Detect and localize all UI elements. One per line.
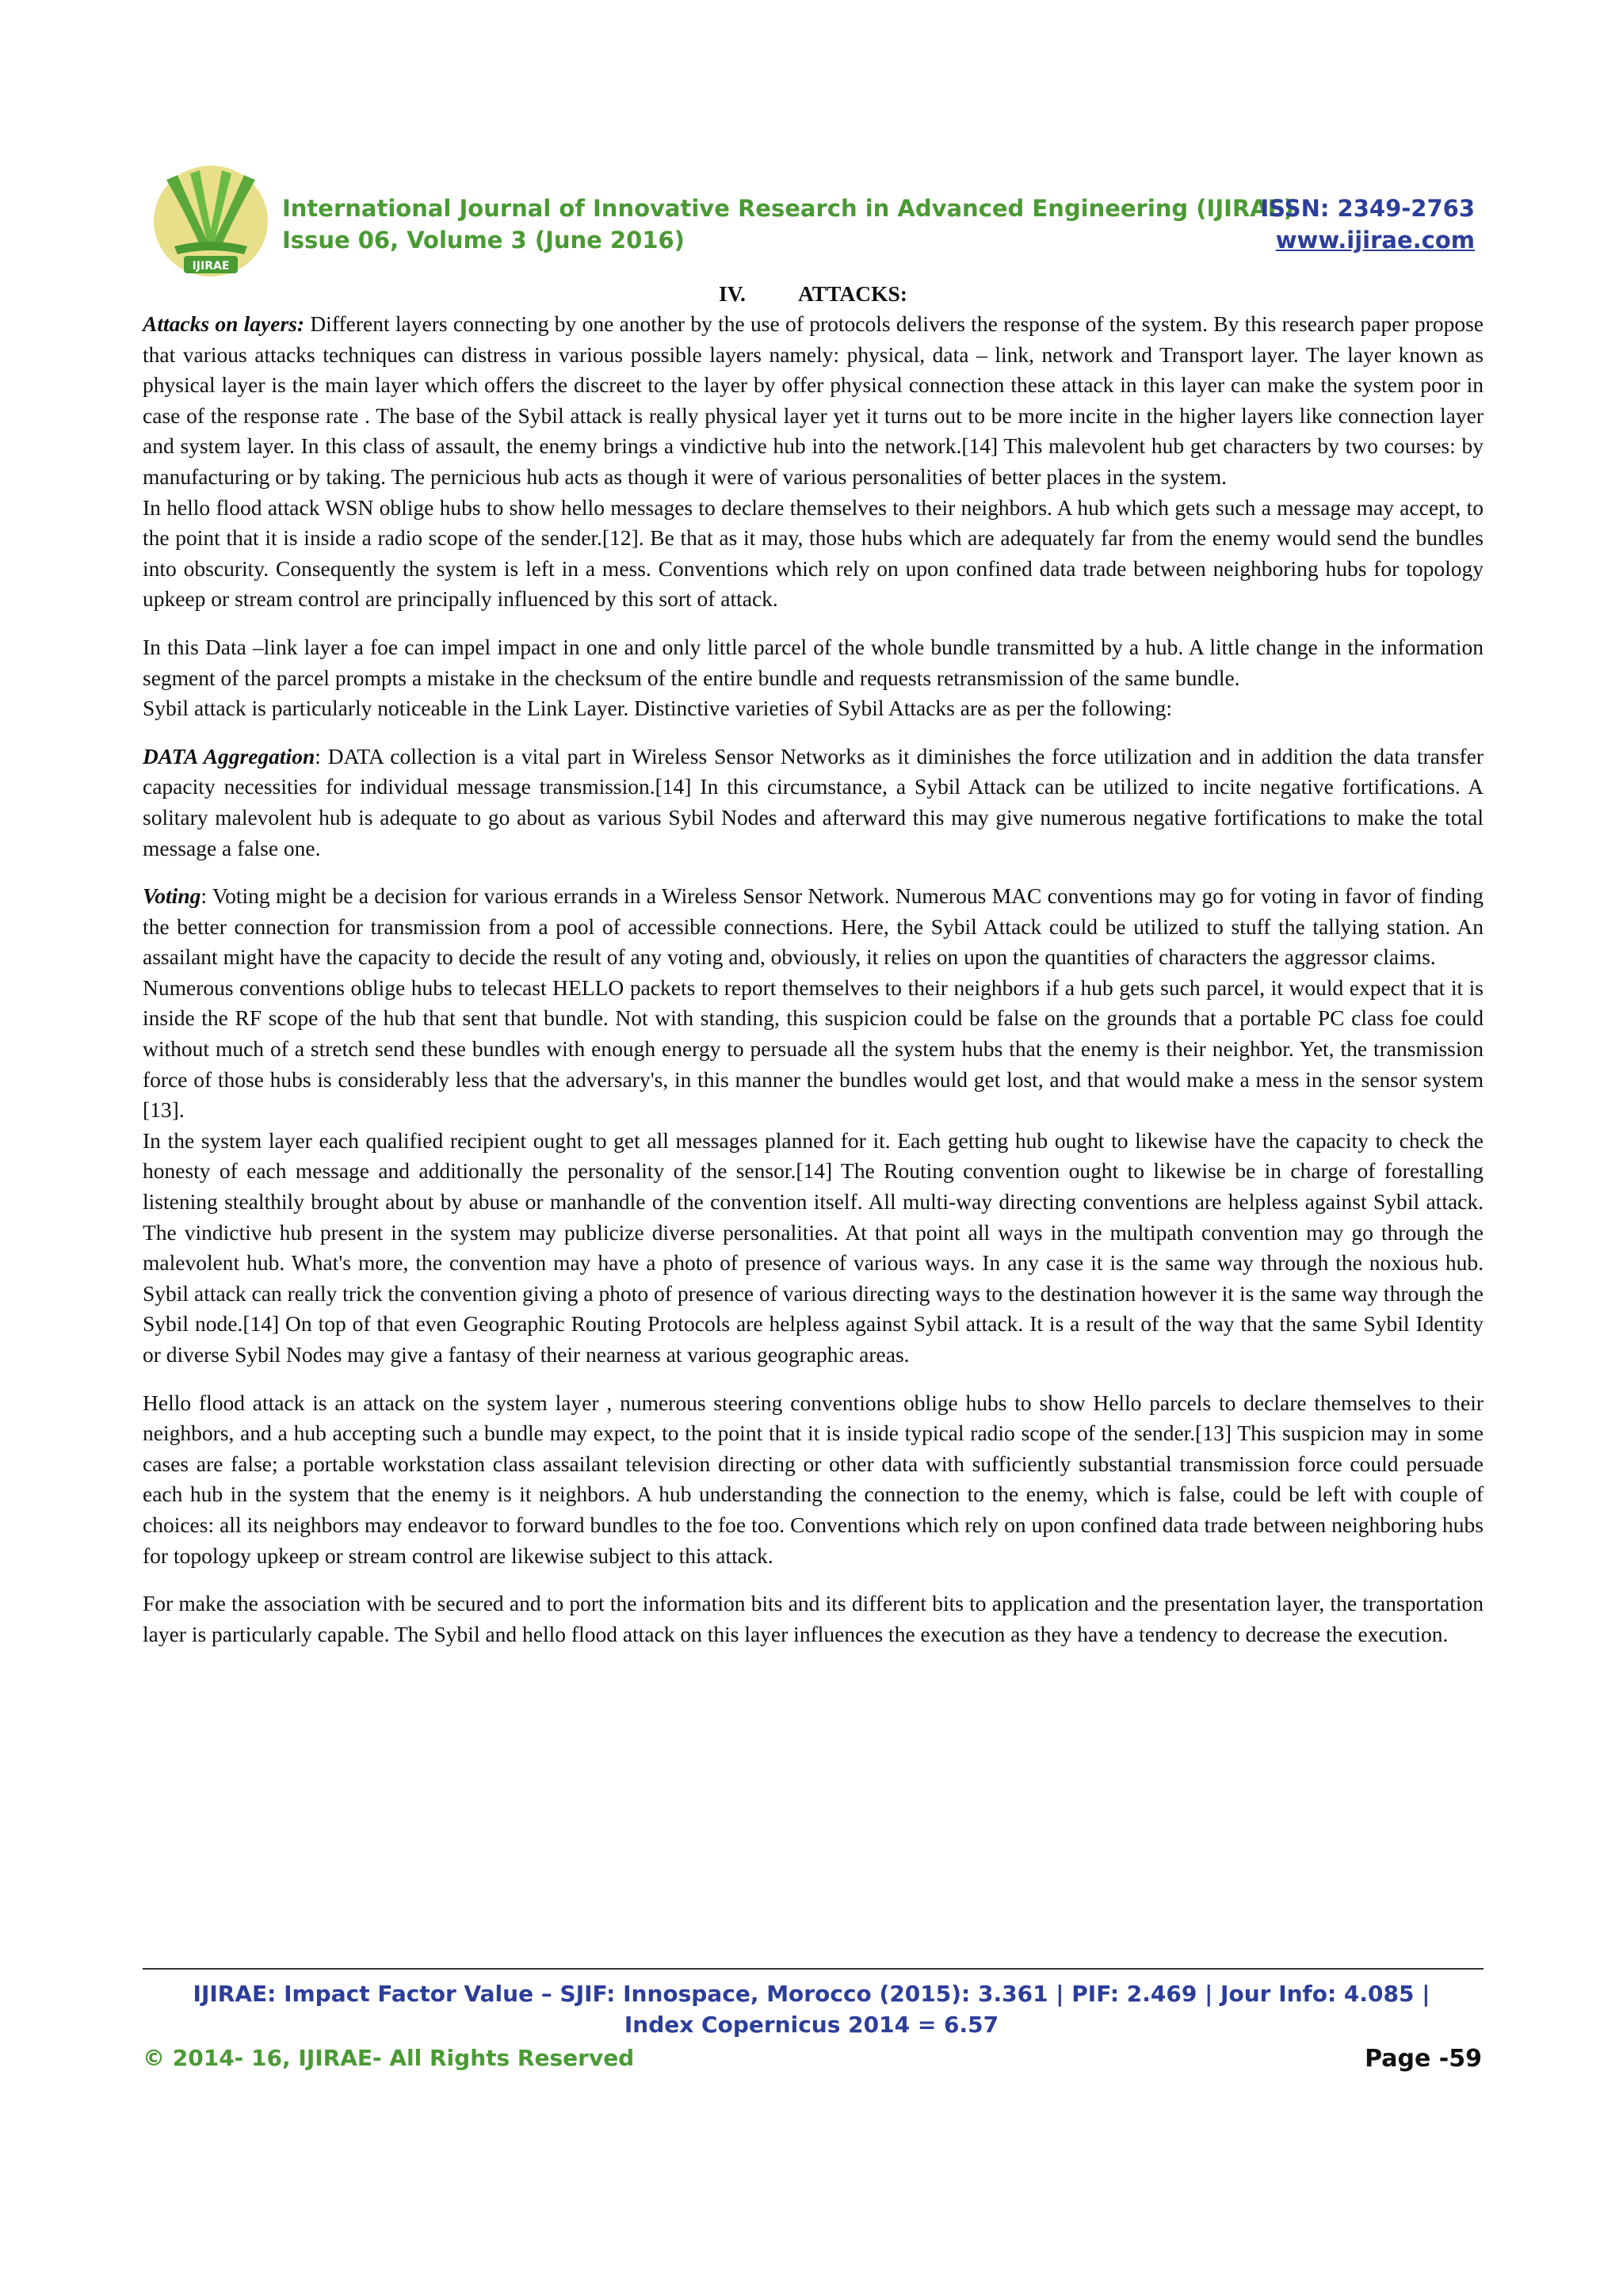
paragraph-text: In hello flood attack WSN oblige hubs to show hello messages to declare themselves to their neighbors. A hub which gets such a message may accept, to the point that it is inside a radio scope of the sender.[12]. Be that as it may, those hubs which are adequately far from the enemy would send the bundles into obscurity. Consequently the system is left in a mess. Conventions which rely on upon confined data trade between neighboring hubs for topology upkeep or stream control are principally influenced by this sort of attack. xyxy=(143,494,1484,612)
paragraph xyxy=(143,1589,1484,1650)
paragraph-text: : DATA collection is a vital part in Wireless Sensor Networks as it diminishes the force utilization and in addition the data transfer capacity necessities for individual message transmission.[14] In this circumstance, a Sybil Attack can be utilized to incite negative fortifications. A solitary malevolent hub is adequate to go about as various Sybil Nodes and afterward this may give numerous negative fortifications to make the total message a false one. xyxy=(143,743,1484,860)
index-copernicus-line: Index Copernicus 2014 = 6.57 xyxy=(624,2012,999,2038)
section-number: IV. xyxy=(719,281,746,306)
paragraph xyxy=(143,742,1484,864)
paragraph xyxy=(143,1388,1484,1572)
paragraph xyxy=(143,632,1484,693)
website-link[interactable]: www.ijirae.com xyxy=(1275,227,1475,254)
paragraph-lead: Attacks on layers: xyxy=(143,311,305,336)
paragraph-text: For make the association with be secured and to port the information bits and its different bits to application and the presentation layer, the transportation layer is particularly capable. The Sybil and hello flood attack on this layer influences the execution as they have a tendency to decrease the execution. xyxy=(143,1591,1484,1646)
paragraph-lead: Voting xyxy=(143,883,201,909)
footer-divider xyxy=(143,1968,1484,1970)
impact-factor-line: IJIRAE: Impact Factor Value – SJIF: Innospace, Morocco (2015): 3.361 | PIF: 2.469 | Jour Info: 4.085 | xyxy=(193,1981,1430,2007)
paragraph xyxy=(143,973,1484,1126)
logo-text: IJIRAE xyxy=(192,260,230,273)
paragraph xyxy=(143,881,1484,973)
journal-title: International Journal of Innovative Research in Advanced Engineering (IJIRAE) xyxy=(282,195,1294,222)
paragraph-lead: DATA Aggregation xyxy=(143,743,315,769)
paragraph xyxy=(143,309,1484,493)
page-number: Page -59 xyxy=(1365,2045,1482,2073)
paragraph-text: In this Data –link layer a foe can impel impact in one and only little parcel of the whole bundle transmitted by a hub. A little change in the information segment of the parcel prompts a mistake in the checksum of the entire bundle and requests retransmission of the same bundle. xyxy=(143,634,1484,690)
paragraph-text: Numerous conventions oblige hubs to telecast HELLO packets to report themselves to their neighbors if a hub gets such parcel, it would expect that it is inside the RF scope of the hub that sent that bundle. Not with standing, this suspicion could be false on the grounds that a portable PC class foe could without much of a stretch send these bundles with enough energy to persuade all the system hubs that the enemy is their neighbor. Yet, the transmission force of those hubs is considerably less that the adversary's, in this manner the bundles would get lost, and that would make a mess in the sensor system [13]. xyxy=(143,974,1484,1123)
section-title: ATTACKS: xyxy=(797,281,907,306)
page-header xyxy=(143,162,1490,281)
journal-issue: Issue 06, Volume 3 (June 2016) xyxy=(282,227,685,254)
ijirae-logo xyxy=(143,162,273,281)
paragraph-text: : Voting might be a decision for various errands in a Wireless Sensor Network. Numerous MAC conventions may go for voting in favor of finding the better connection for transmission from a pool of accessible connections. Here, the Sybil Attack could be utilized to stuff the tallying station. An assailant might have the capacity to decide the result of any voting and, obviously, it relies on upon the quantities of characters the aggressor claims. xyxy=(143,883,1484,970)
paragraph-text: Sybil attack is particularly noticeable in the Link Layer. Distinctive varieties of Sybil Attacks are as per the following: xyxy=(143,696,1173,721)
paragraph xyxy=(143,493,1484,615)
paragraph-text: In the system layer each qualified recipient ought to get all messages planned for it. Each getting hub ought to likewise have the capacity to check the honesty of each message and additionally the personality of the sensor.[14] The Routing convention ought to likewise be in charge of forestalling listening stealthily brought about by abuse or manhandle of the convention itself. All multi-way directing conventions are helpless against Sybil attack. The vindictive hub present in the system may publicize diverse personalities. At that point all ways in the multipath convention may go through the malevolent hub. What's more, the convention may have a photo of presence of various ways. In any case it is the same way through the noxious hub. Sybil attack can really trick the convention giving a photo of presence of various directing ways to the destination however it is the same way through the Sybil node.[14] On top of that even Geographic Routing Protocols are helpless against Sybil attack. It is a result of the way that the same Sybil Identity or diverse Sybil Nodes may give a fantasy of their nearness at various geographic areas. xyxy=(143,1127,1484,1367)
paragraph-text: Hello flood attack is an attack on the system layer , numerous steering conventions oblige hubs to show Hello parcels to declare themselves to their neighbors, and a hub accepting such a bundle may expect, to the point that it is inside typical radio scope of the sender.[13] This suspicion may in some cases are false; a portable workstation class assailant television directing or other data with sufficiently substantial transmission force could persuade each hub in the system that the enemy is it neighbors. A hub understanding the connection to the enemy, which is false, could be left with couple of choices: all its neighbors may endeavor to forward bundles to the foe too. Conventions which rely on upon confined data trade between neighboring hubs for topology upkeep or stream control are likewise subject to this attack. xyxy=(143,1390,1484,1568)
copyright: © 2014- 16, IJIRAE- All Rights Reserved xyxy=(143,2045,635,2071)
paragraph xyxy=(143,1126,1484,1371)
issn: ISSN: 2349-2763 xyxy=(1260,195,1475,222)
paragraph xyxy=(143,693,1484,724)
paragraph-text: Different layers connecting by one another by the use of protocols delivers the response of the system. By this research paper propose that various attacks techniques can distress in various possible layers namely: physical, data – link, network and Transport layer. The layer known as physical layer is the main layer which offers the discreet to the layer by offer physical connection these attack in this layer can make the system poor in case of the response rate . The base of the Sybil attack is really physical layer yet it turns out to be more incite in the higher layers like connection layer and system layer. In this class of assault, the enemy brings a vindictive hub into the network.[14] This malevolent hub get characters by two courses: by manufacturing or by taking. The pernicious hub acts as though it were of various personalities of better places in the system. xyxy=(143,311,1484,489)
section-heading xyxy=(143,279,1484,309)
article-body xyxy=(143,279,1484,1650)
